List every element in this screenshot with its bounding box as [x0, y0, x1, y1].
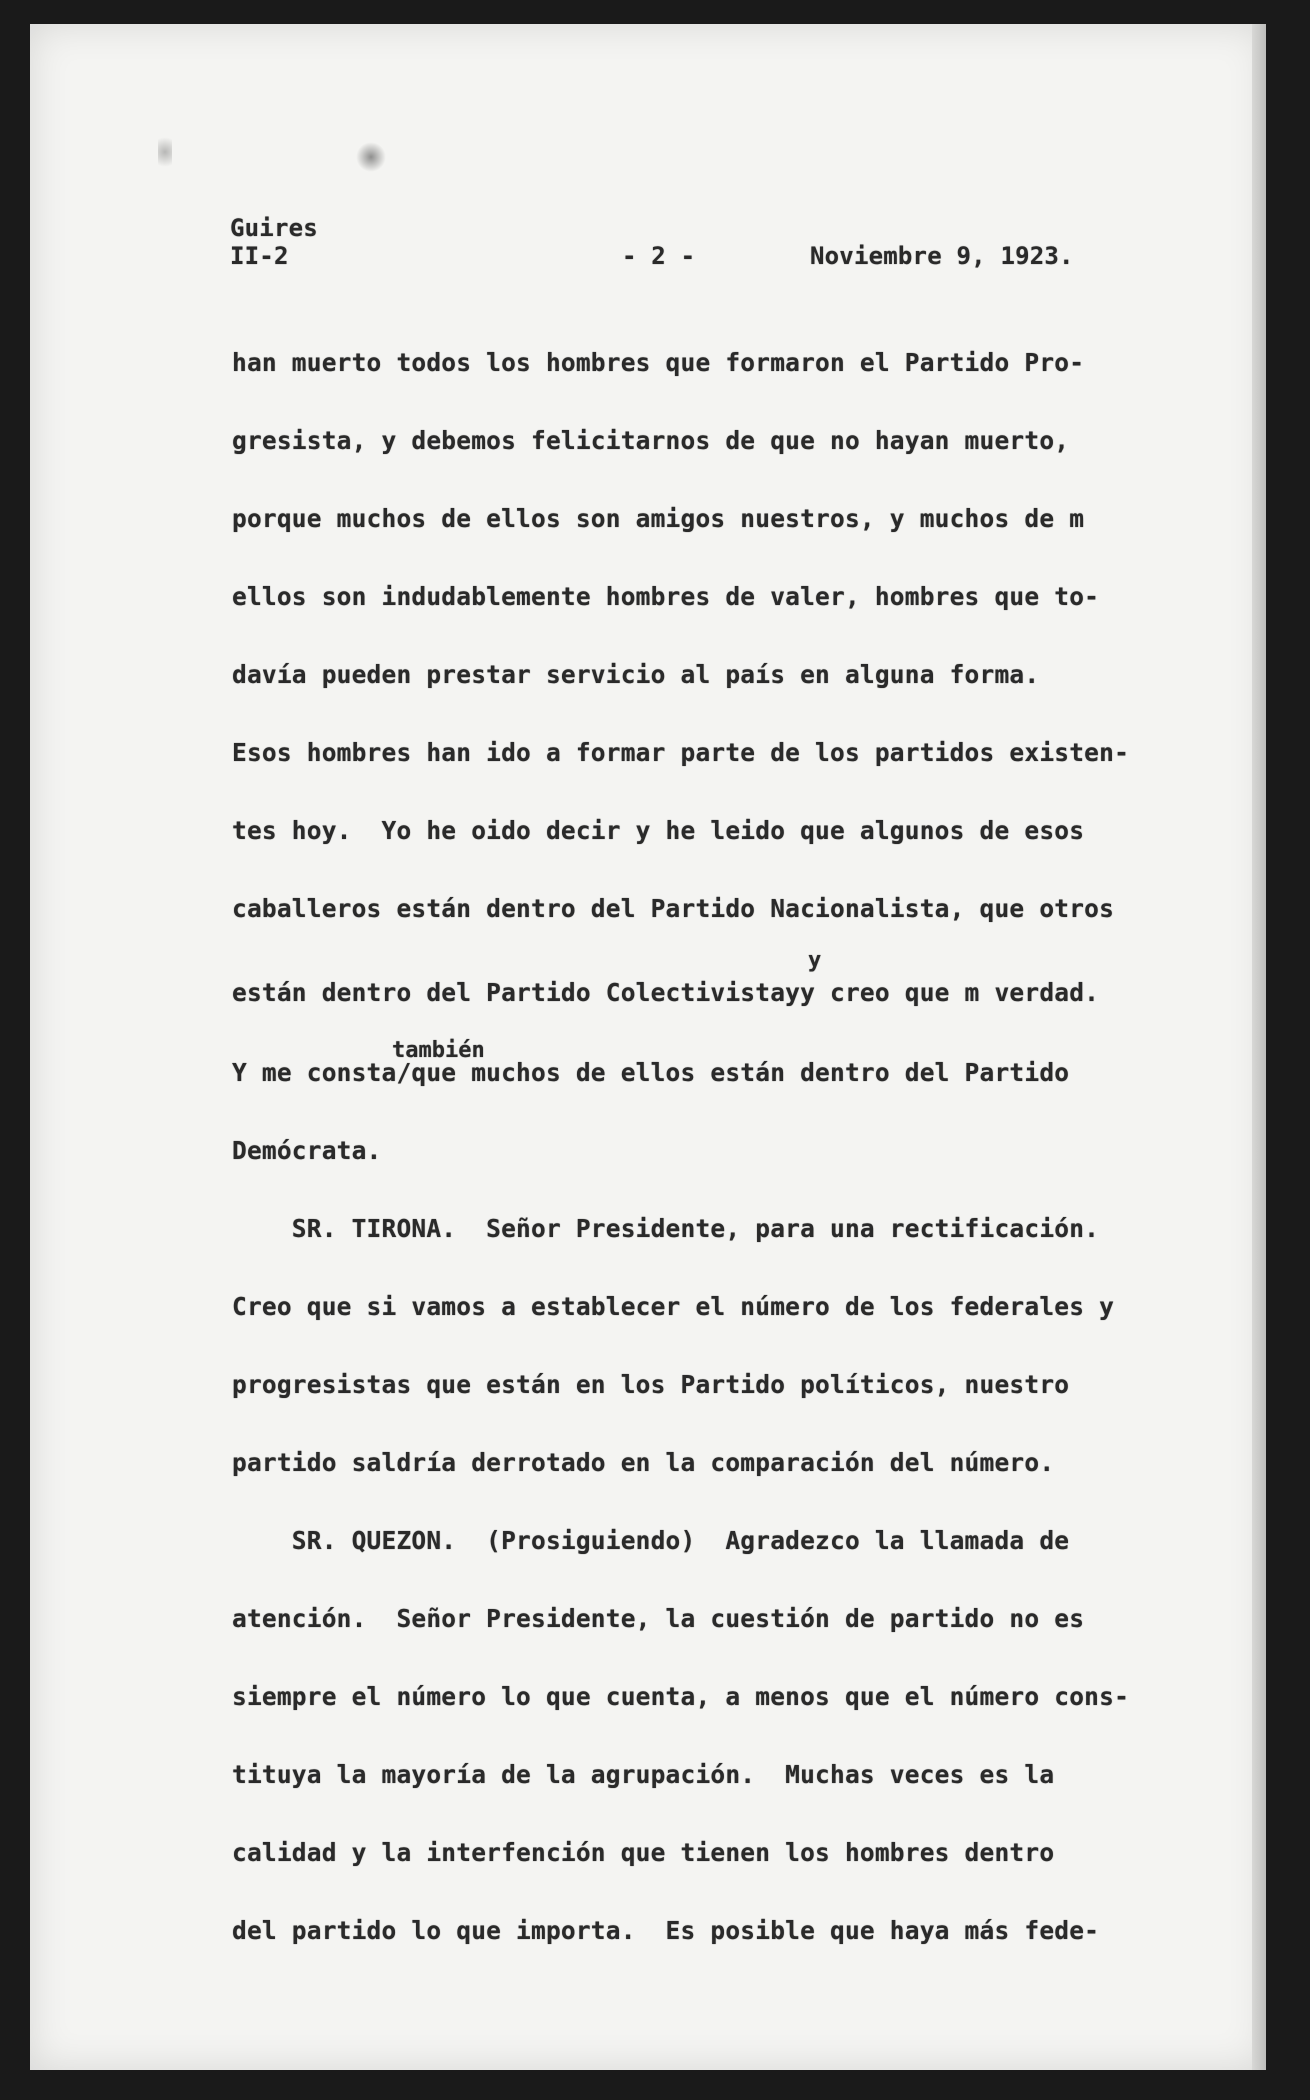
interlinear-insert: también	[392, 1038, 485, 1063]
text-line: del partido lo que importa. Es posible que haya más fede-	[232, 1916, 1100, 1945]
text-line: siempre el número lo que cuenta, a menos que el número cons-	[232, 1682, 1130, 1711]
text-line: porque muchos de ellos son amigos nuestros, y muchos de m	[232, 504, 1085, 533]
text-line: tes hoy. Yo he oido decir y he leido que algunos de esos	[232, 816, 1085, 845]
speaker-code: Guires	[230, 214, 318, 242]
text-line: están dentro del Partido Colectivistayy creo que m verdad.	[232, 978, 1100, 1007]
document-date: Noviembre 9, 1923.	[810, 242, 1074, 270]
text-line: SR. TIRONA. Señor Presidente, para una rectificación.	[232, 1214, 1100, 1243]
text-line: caballeros están dentro del Partido Nacionalista, que otros	[232, 894, 1115, 923]
ink-smudge	[356, 142, 386, 172]
page-code: II-2	[230, 242, 289, 270]
page-number: - 2 -	[622, 242, 696, 270]
text-line: han muerto todos los hombres que formaron el Partido Pro-	[232, 348, 1085, 377]
text-line: atención. Señor Presidente, la cuestión de partido no es	[232, 1604, 1085, 1633]
text-line: Esos hombres han ido a formar parte de los partidos existen-	[232, 738, 1130, 767]
text-line: tituya la mayoría de la agrupación. Muchas veces es la	[232, 1760, 1055, 1789]
interlinear-insert: y	[808, 948, 822, 973]
text-line: davía pueden prestar servicio al país en alguna forma.	[232, 660, 1040, 689]
text-line: SR. QUEZON. (Prosiguiendo) Agradezco la llamada de	[232, 1526, 1070, 1555]
ink-smudge	[158, 132, 172, 172]
text-line: calidad y la interfención que tienen los hombres dentro	[232, 1838, 1055, 1867]
text-line: ellos son indudablemente hombres de valer, hombres que to-	[232, 582, 1100, 611]
page-edge	[1252, 24, 1266, 2070]
text-line: Y me consta/que muchos de ellos están dentro del Partido	[232, 1058, 1070, 1087]
text-line: partido saldría derrotado en la comparación del número.	[232, 1448, 1055, 1477]
text-line: Demócrata.	[232, 1136, 382, 1165]
text-line: progresistas que están en los Partido políticos, nuestro	[232, 1370, 1070, 1399]
document-page	[30, 24, 1266, 2070]
text-line: gresista, y debemos felicitarnos de que no hayan muerto,	[232, 426, 1070, 455]
text-line: Creo que si vamos a establecer el número de los federales y	[232, 1292, 1115, 1321]
